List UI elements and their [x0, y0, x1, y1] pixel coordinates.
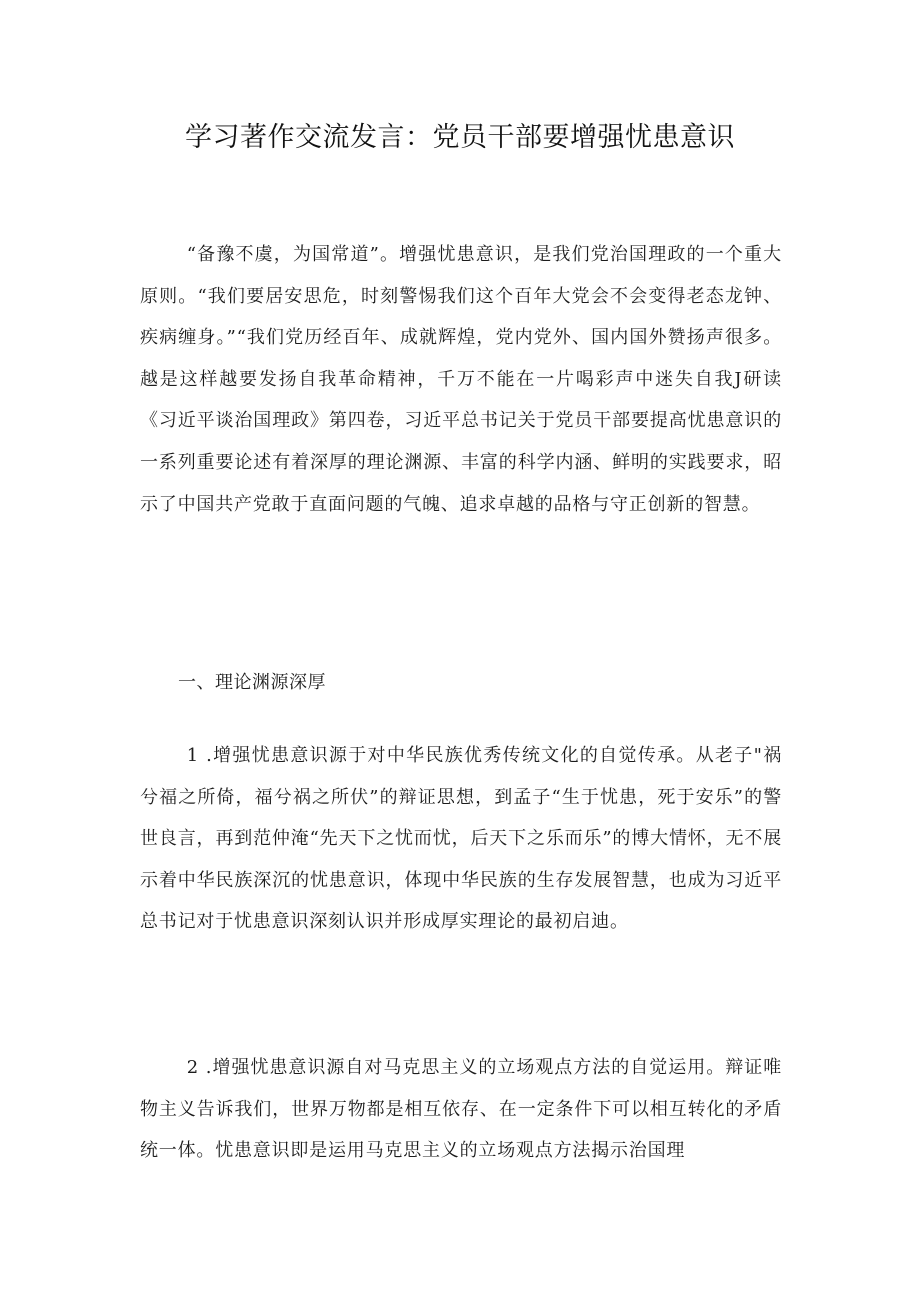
section-heading: 一、理论渊源深厚	[178, 672, 326, 693]
body-paragraph-1: 1 .增强忧患意识源于对中华民族优秀传统文化的自觉传承。从老子"祸兮福之所倚，福兮祸之所伏”的辩证思想，到孟子“生于忧患，死于安乐”的警世良言，再到范仲淹“先天下之忧而忧，后天下之乐而乐”的博大情怀，无不展示着中华民族深沉的忧患意识，体现中华民族的生存发展智慧，也成为习近平总书记对于忧患意识深刻认识并形成厚实理论的最初启迪。	[140, 745, 782, 933]
document-title: 学习著作交流发言：党员干部要增强忧患意识	[185, 122, 735, 153]
intro-paragraph: “备豫不虞，为国常道”。增强忧患意识，是我们党治国理政的一个重大原则。“我们要居安思危，时刻警惕我们这个百年大党会不会变得老态龙钟、疾病缠身。”“我们党历经百年、成就辉煌，党内党外、国内国外赞扬声很多。越是这样越要发扬自我革命精神，千万不能在一片喝彩声中迷失自我J研读《习近平谈治国理政》第四卷，习近平总书记关于党员干部要提高忧患意识的一系列重要论述有着深厚的理论渊源、丰富的科学内涵、鲜明的实践要求，昭示了中国共产党敢于直面问题的气魄、追求卓越的品格与守正创新的智慧。	[140, 244, 782, 515]
body-paragraph-2: 2 .增强忧患意识源自对马克思主义的立场观点方法的自觉运用。辩证唯物主义告诉我们，世界万物都是相互依存、在一定条件下可以相互转化的矛盾统一体。忧患意识即是运用马克思主义的立场观点方法揭示治国理	[140, 1057, 782, 1162]
